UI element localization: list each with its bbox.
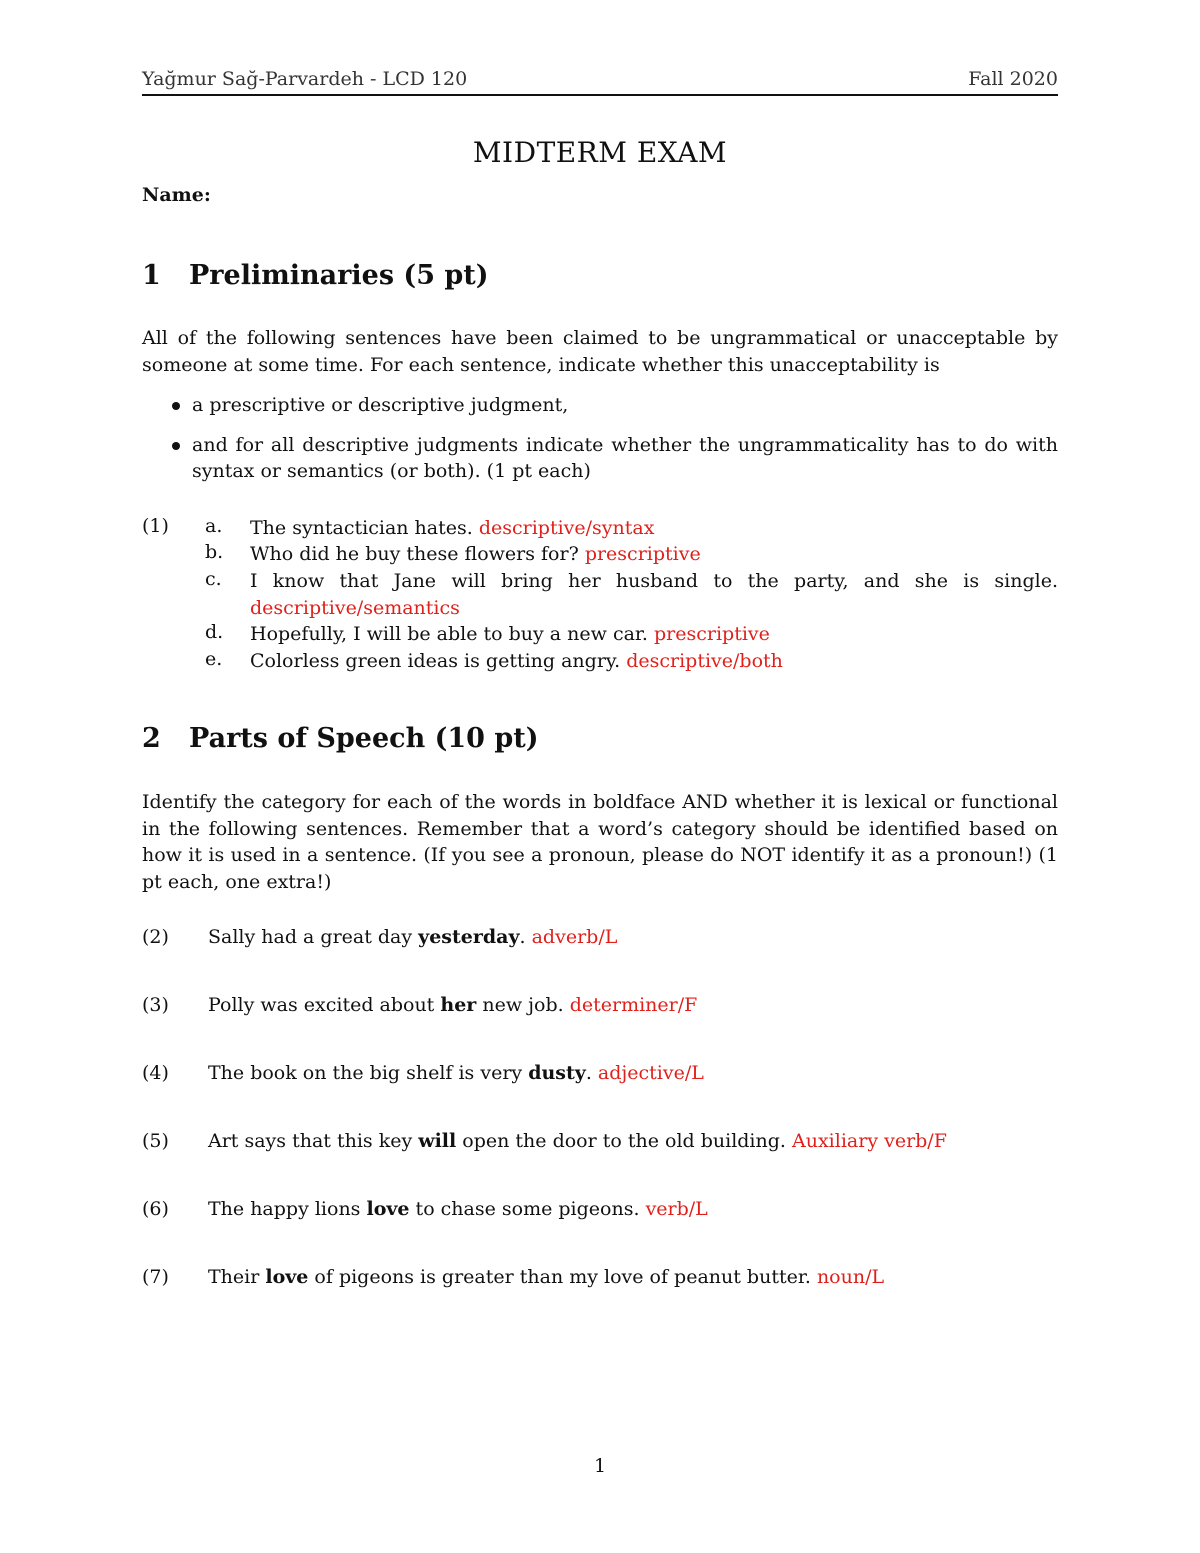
answer-text: adverb/L [531,926,618,948]
answer-text: adjective/L [597,1062,704,1084]
target-word: her [440,994,477,1016]
header-term: Fall 2020 [968,68,1058,90]
answer-text: Auxiliary verb/F [792,1130,947,1152]
answer-text: prescriptive [654,623,770,645]
target-word: dusty [528,1062,586,1084]
exam-page: Yağmur Sağ-Parvardeh - LCD 120 Fall 2020 MIDTERM EXAM Name: 1 Preliminaries (5 pt) All of the following sentences have been claimed to be ungrammatical or unacceptable by someone at some time. For each sentence, indicate whether this unacceptability is a prescriptive or descriptive judgment, and for all descriptive judgments indicate whether the ungrammaticality has to do with syntax or semantics (or both). (1 pt each) (1) a. The syntactician hates. descriptive/syntax b. Who did he buy these flowers for? prescriptive c. I know that Jane will bring her husband to the party, and she is single. descriptive/semantics d. Hopefully, I will be able to buy a new car. prescriptive e. Colorless green ideas is getting angry. descriptive/both 2 Parts of Speech (10 pt) Identify the category for each of the words in boldface AND whether it is lexical or functional in the following sentences. Remember that a word’s category should be identified based on how it is used in a sentence. (If you see a pronoun, please do NOT identify it as a pronoun!) (1 pt each, one extra!) (2) Sally had a great day yesterday. adverb/L (3) Polly was excited about her new job. determiner/F (4) The book on the big shelf is very dusty. adjective/L (5) Art says that this key will open the door to the old building. Auxiliary verb/F (6) The happy lions love to chase some pigeons. verb/L (7) Their love of pigeons is greater than my love of peanut butter. noun/L 1 [142,68,1058,1477]
section-2-title: Parts of Speech (10 pt) [189,723,539,754]
target-word: will [418,1130,457,1152]
example-1-label: (1) [142,515,169,537]
answer-text: noun/L [816,1266,885,1288]
answer-text: determiner/F [569,994,698,1016]
answer-text: descriptive/syntax [478,517,655,539]
section-1-title: Preliminaries (5 pt) [189,260,489,291]
target-word: love [366,1198,410,1220]
target-word: love [265,1266,309,1288]
answer-text: prescriptive [584,543,701,565]
answer-text: verb/L [645,1198,708,1220]
name-label: Name: [142,184,211,206]
section-2-instructions: Identify the category for each of the words in boldface AND whether it is lexical or functional in the following sentences. Remember that a word’s category should be identified based on how it is used in a sentence. (If you see a pronoun, please do NOT identify it as a pronoun!) (1 pt each, one extra!) [142,791,1058,893]
exam-title: MIDTERM EXAM [472,136,728,169]
section-1-number: 1 [142,260,161,291]
list-item: and for all descriptive judgments indicate whether the ungrammaticality has to do with syntax or semantics (or both). (1 pt each) [142,432,1058,485]
list-item: a prescriptive or descriptive judgment, [142,392,1058,419]
section-1-heading [142,260,489,291]
answer-text: descriptive/both [626,650,783,672]
page-number: 1 [593,1455,607,1477]
section-2-heading [142,723,538,754]
section-1-bullet-list [142,392,1058,485]
answer-text: descriptive/semantics [250,596,460,619]
section-2-number: 2 [142,723,161,754]
running-header [142,68,1058,92]
target-word: yesterday [418,926,520,948]
header-rule [142,94,1058,96]
header-author-course: Yağmur Sağ-Parvardeh - LCD 120 [142,68,468,90]
bullet-icon [172,442,180,450]
section-1-instructions: All of the following sentences have been claimed to be ungrammatical or unacceptable by someone at some time. For each sentence, indicate whether this unacceptability is [142,327,1058,376]
bullet-icon [172,402,180,410]
